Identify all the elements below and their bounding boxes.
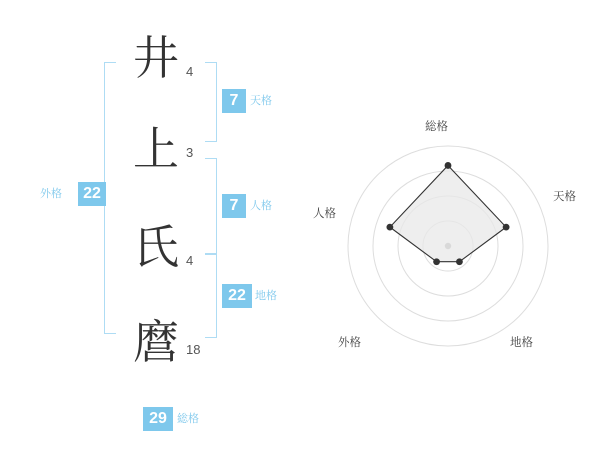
radar-point [456,258,463,265]
chip-label-tenkaku: 天格 [250,95,272,107]
stroke-count-2: 3 [186,145,194,160]
chip-label-gaikaku: 外格 [40,188,62,200]
chip-jinkaku: 7 [222,194,246,218]
radar-center-dot [445,243,451,249]
bracket-chikaku [205,254,217,338]
chip-label-jinkaku: 人格 [250,200,272,212]
name-stroke-diagram [0,0,300,470]
chip-label-soukaku: 総格 [177,413,199,425]
kanji-char-3: 氏 [133,222,179,273]
chip-chikaku: 22 [222,284,252,308]
stroke-count-3: 4 [186,253,194,268]
stroke-count-1: 4 [186,64,194,79]
bracket-jinkaku [205,158,217,254]
chip-gaikaku: 22 [78,182,106,206]
radar-point [433,258,440,265]
axis-label-tenkaku: 天格 [553,191,576,203]
chip-tenkaku: 7 [222,89,246,113]
radar-point [386,224,393,231]
axis-label-chikaku: 地格 [510,337,533,349]
radar-chart-svg [300,0,600,470]
kanji-char-1: 井 [133,33,179,84]
radar-chart [300,0,600,470]
radar-point [503,224,510,231]
bracket-tenkaku [205,62,217,142]
kanji-char-4: 麿 [133,317,179,368]
axis-label-soukaku: 総格 [425,121,448,133]
chip-label-chikaku: 地格 [255,290,277,302]
kanji-char-2: 上 [133,124,179,175]
stroke-count-4: 18 [186,342,201,357]
axis-label-jinkaku: 人格 [313,208,336,220]
axis-label-gaikaku: 外格 [338,337,361,349]
chip-soukaku: 29 [143,407,173,431]
radar-point [445,162,452,169]
